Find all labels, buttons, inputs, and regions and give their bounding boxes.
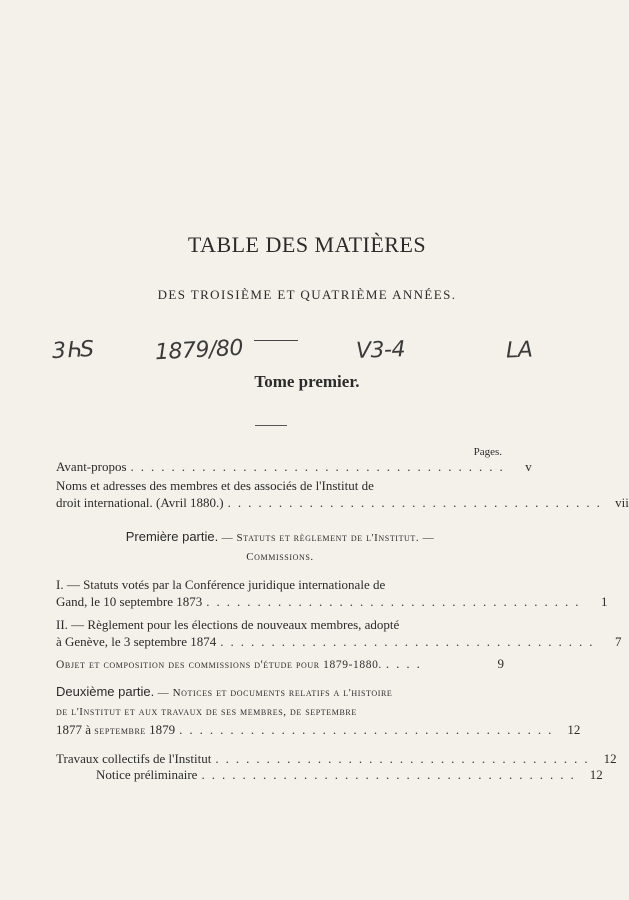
toc-page-number: 9 bbox=[497, 656, 504, 671]
toc-entry-avant-propos[interactable] bbox=[56, 458, 532, 475]
section-divider bbox=[56, 517, 502, 518]
part-description: — Statuts et règlement de l'Institut. — bbox=[218, 532, 435, 544]
part-description: — Notices et documents relatifs a l'histoire bbox=[154, 687, 393, 699]
part-description-cont: de l'Institut et aux travaux de ses membres, de septembre bbox=[56, 706, 357, 718]
toc-page-number: vii bbox=[615, 495, 629, 510]
toc-page-number: v bbox=[525, 459, 532, 474]
part-title: Première partie. bbox=[125, 529, 219, 544]
leader-dots: ..................................... bbox=[206, 594, 586, 609]
leader-dots: ..................................... bbox=[220, 634, 600, 649]
part-description-cont: Commissions. bbox=[246, 551, 314, 563]
toc-page-number: 12 bbox=[589, 767, 603, 782]
handwritten-note-d: LA bbox=[505, 337, 533, 364]
toc-entry-label-cont: à Genève, le 3 septembre 1874 bbox=[56, 634, 217, 649]
pages-column-header: Pages. bbox=[473, 446, 502, 458]
toc-entry-statuts[interactable] bbox=[56, 576, 608, 610]
toc-entry-objet[interactable] bbox=[56, 655, 504, 674]
leader-dots: ..................................... bbox=[215, 751, 595, 766]
leader-dots: ..................................... bbox=[227, 495, 607, 510]
toc-page-number: 1 bbox=[600, 594, 608, 609]
toc-entry-label: Travaux collectifs de l'Institut bbox=[56, 751, 212, 766]
toc-page-number: 12 bbox=[567, 722, 581, 737]
leader-dots: ..................................... bbox=[130, 459, 510, 474]
part-heading-premiere bbox=[56, 528, 504, 566]
leader-dots: ..................................... bbox=[201, 767, 581, 782]
divider-rule bbox=[255, 425, 287, 426]
handwritten-note-c: V3-4 bbox=[355, 337, 406, 364]
part-description-end: 1877 à septembre 1879 bbox=[56, 722, 176, 737]
page-title: TABLE DES MATIÈRES bbox=[187, 232, 427, 257]
divider-rule bbox=[254, 340, 298, 341]
toc-entry-noms[interactable] bbox=[56, 477, 629, 511]
handwritten-note-a: 3ҺS bbox=[51, 336, 95, 365]
leader-dots: .... bbox=[385, 656, 427, 671]
page-subtitle: DES TROISIÈME ET QUATRIÈME ANNÉES. bbox=[157, 287, 457, 302]
toc-entry-notice[interactable] bbox=[56, 766, 603, 783]
toc-entry-label: Objet et composition des commissions d'étude pour 1879-1880. bbox=[56, 659, 382, 671]
volume-heading: Tome premier. bbox=[254, 372, 360, 391]
toc-entry-label: Noms et adresses des membres et des associés de l'Institut de bbox=[56, 478, 374, 493]
toc-page-number: 12 bbox=[603, 751, 617, 766]
toc-entry-label-cont: droit international. (Avril 1880.) bbox=[56, 495, 224, 510]
handwritten-note-b: 1879/80 bbox=[154, 335, 244, 366]
toc-page-number: 7 bbox=[615, 634, 622, 649]
part-title: Deuxième partie. bbox=[56, 684, 155, 699]
toc-entry-travaux[interactable] bbox=[56, 750, 617, 767]
toc-entry-label: II. — Règlement pour les élections de nouveaux membres, adopté bbox=[56, 617, 400, 632]
toc-entry-deuxieme[interactable] bbox=[56, 683, 581, 740]
toc-entry-label: I. — Statuts votés par la Conférence juridique internationale de bbox=[56, 577, 386, 592]
toc-entry-reglement[interactable] bbox=[56, 616, 622, 650]
toc-entry-label-cont: Gand, le 10 septembre 1873 bbox=[56, 594, 203, 609]
toc-entry-label: Avant-propos bbox=[56, 459, 127, 474]
toc-entry-label: Notice préliminaire bbox=[96, 767, 198, 782]
leader-dots: ..................................... bbox=[179, 722, 559, 737]
